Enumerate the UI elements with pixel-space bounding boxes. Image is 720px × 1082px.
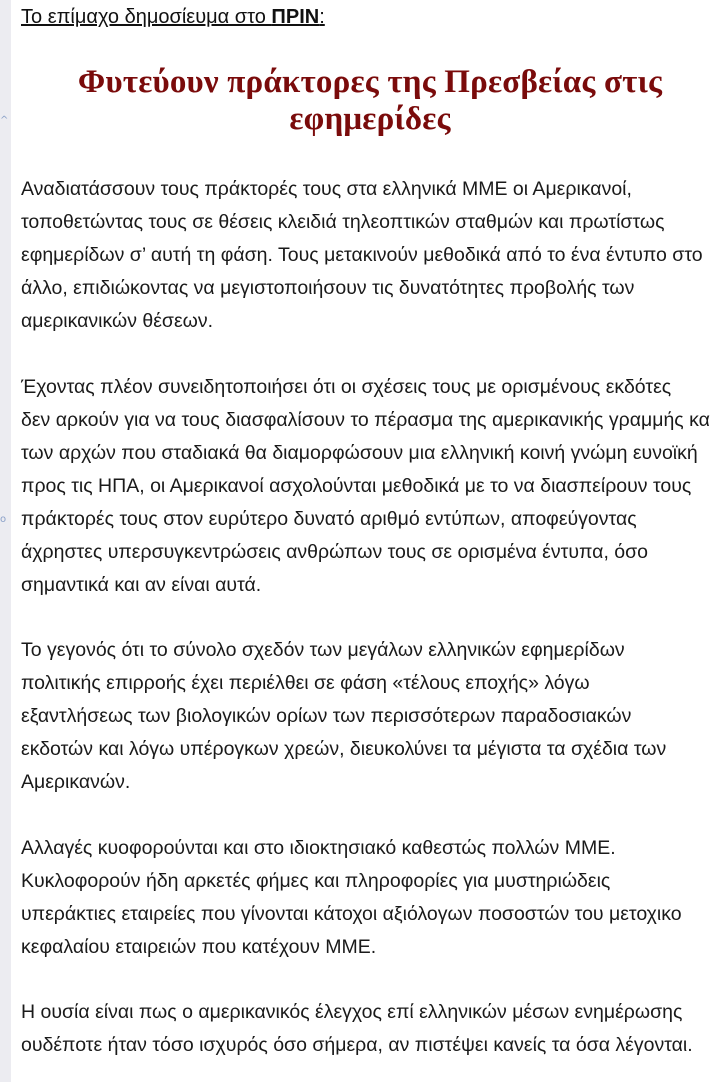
paragraph-line: Το γεγονός ότι το σύνολο σχεδόν των μεγάλων ελληνικών εφημερίδων [21,639,625,661]
source-link[interactable] [21,4,325,30]
paragraph-line: υπεράκτιες εταιρείες που γίνονται κάτοχοι αξιόλογων ποσοστών του μετοχικο [21,903,682,925]
paragraph-line: Η ουσία είναι πως ο αμερικανικός έλεγχος επί ελληνικών μέσων ενημέρωσης [21,1001,683,1023]
paragraph-line: κεφαλαίου εταιρειών που κατέχουν ΜΜΕ. [21,936,377,958]
paragraph-line: Έχοντας πλέον συνειδητοποιήσει ότι οι σχέσεις τους με ορισμένους εκδότες [21,376,672,398]
source-prefix: Το επίμαχο δημοσίευμα στο [21,6,272,28]
paragraph-line: Αμερικανών. [21,771,131,793]
paragraph-line: ουδέποτε ήταν τόσο ισχυρός όσο σήμερα, αν πιστέψει κανείς τα όσα λέγονται. [21,1034,693,1056]
headline-line-1: Φυτεύουν πράκτορες της Πρεσβείας στις [77,64,663,100]
paragraph-line: άχρηστες υπερσυγκεντρώσεις ανθρώπων τους σε ορισμένα έντυπα, όσο [21,541,649,563]
paragraph-line: εξαντλήσεως των βιολογικών ορίων των περισσότερων παραδοσιακών [21,705,632,727]
paragraph-line: δεν αρκούν για να τους διασφαλίσουν το πέρασμα της αμερικανικής γραμμής κα [21,409,710,431]
left-margin-strip [0,0,11,1082]
paragraph-line: προς τις ΗΠΑ, οι Αμερικανοί ασχολούνται μεθοδικά με το να διασπείρουν τους [21,475,692,497]
paragraph-line: Αλλαγές κυοφορούνται και στο ιδιοκτησιακό καθεστώς πολλών ΜΜΕ. [21,837,616,859]
paragraph-4 [21,832,682,964]
paragraph-line: των αρχών που σταδιακά θα διαμορφώσουν μια ελληνική κοινή γνώμη ευνοϊκή [21,442,698,464]
paragraph-line: πολιτικής επιρροής έχει περιέλθει σε φάση «τέλους εποχής» λόγω [21,672,590,694]
paragraph-line: Αναδιατάσσουν τους πράκτορές τους στα ελληνικά ΜΜΕ οι Αμερικανοί, [21,178,632,200]
margin-dot-mark: o [0,514,7,525]
paragraph-3 [21,634,666,799]
paragraph-line: εκδοτών και λόγω υπέρογκων χρεών, διευκολύνει τα μέγιστα τα σχέδια των [21,738,667,760]
source-suffix: : [319,6,325,28]
paragraph-2 [21,371,710,602]
paragraph-line: Κυκλοφορούν ήδη αρκετές φήμες και πληροφορίες για μυστηριώδεις [21,870,611,892]
paragraph-5 [21,996,693,1062]
paragraph-line: σημαντικά και αν είναι αυτά. [21,574,262,596]
article-headline [21,64,719,138]
headline-line-2: εφημερίδες [289,101,451,137]
paragraph-line: άλλο, επιδιώκοντας να μεγιστοποιήσουν τις δυνατότητες προβολής των [21,277,635,299]
source-name: ΠΡΙΝ [271,6,320,28]
paragraph-line: τοποθετώντας τους σε θέσεις κλειδιά τηλεοπτικών σταθμών και πρωτίστως [21,211,665,233]
paragraph-line: αμερικανικών θέσεων. [21,310,214,332]
margin-caret-mark: ^ [0,115,9,126]
paragraph-line: εφημερίδων σ’ αυτή τη φάση. Τους μετακινούν μεθοδικά από το ένα έντυπο στο [21,244,703,266]
paragraph-line: πράκτορές τους στον ευρύτερο δυνατό αριθμό εντύπων, αποφεύγοντας [21,508,637,530]
paragraph-1 [21,173,703,338]
